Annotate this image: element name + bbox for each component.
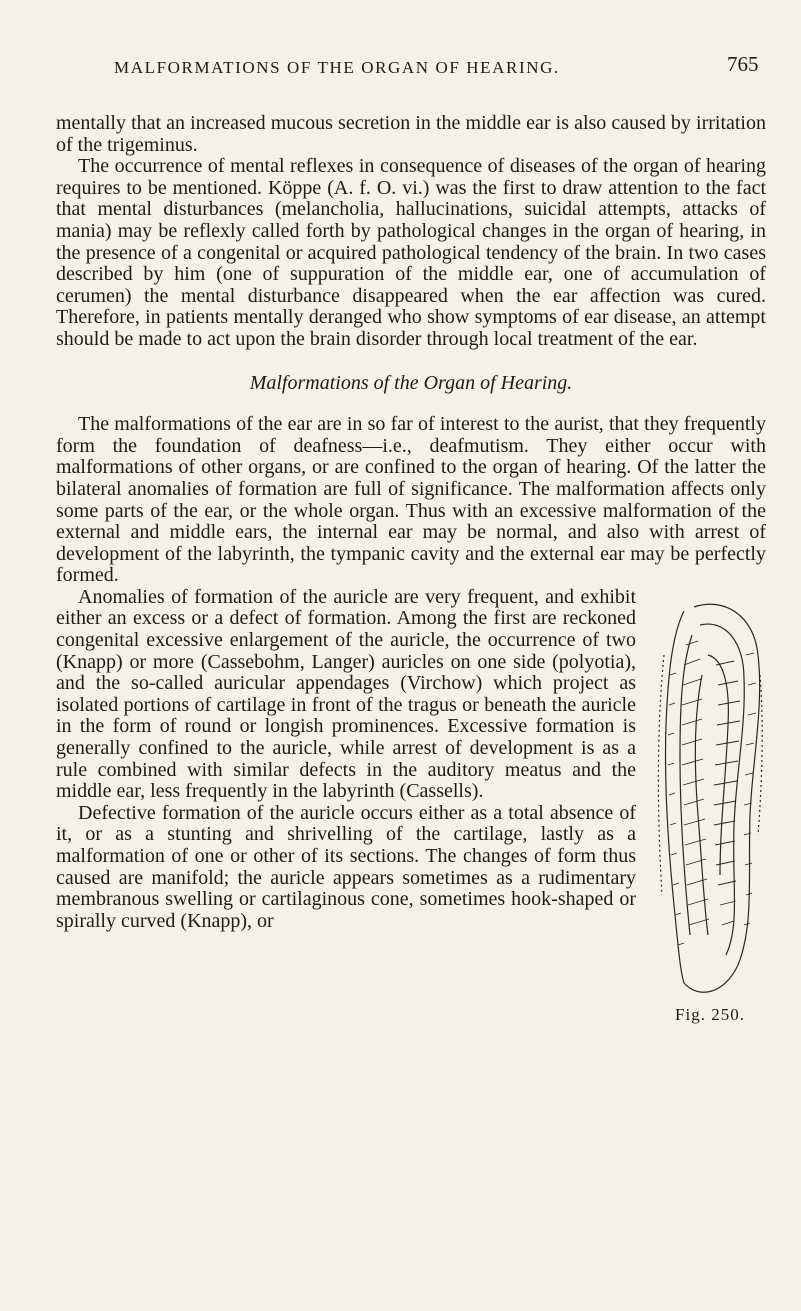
paragraph-anomalies-auricle: Anomalies of formation of the auricle are very frequent, and exhibit either an excess or a defect of formation. Among the first are reckoned congenital excessive enlargement of the auricle, the occurrence of two (Knapp) or more (Cassebohm, Langer) auricles on one side (polyotia), and the so-called auricular appendages (Virchow) which project as isolated portions of cartilage in front of the tragus or beneath the auricle in the form of round or longish prominences. Excessive formation is generally confined to the auricle, while arrest of development is as a rule combined with similar defects in the auditory meatus and the middle ear, less frequently in the labyrinth (Cassells). (56, 585, 636, 803)
figure-caption: Fig. 250. (675, 1004, 745, 1024)
paragraph-malformations-intro: The malformations of the ear are in so far of interest to the aurist, that they frequently form the foundation of deafness—i.e., deafmutism. They either occur with malformations of other organs, or are confined to the organ of hearing. Of the latter the bilateral anomalies of formation are full of significance. The malformation affects only some parts of the ear, or the whole organ. Thus with an excessive malformation of the external and middle ears, the internal ear may be normal, and also with arrest of development of the labyrinth, the tympanic cavity and the external ear may be perfectly formed. (56, 413, 766, 587)
body-text (56, 113, 766, 1057)
running-head: MALFORMATIONS OF THE ORGAN OF HEARING. (114, 58, 560, 77)
paragraph-continuation: mentally that an increased mucous secretion in the middle ear is also caused by irritation of the trigeminus. (56, 112, 766, 156)
figure-250 (646, 595, 774, 1057)
section-heading: Malformations of the Organ of Hearing. (249, 371, 573, 394)
page-number: 765 (727, 52, 759, 76)
paragraph-mental-reflexes: The occurrence of mental reflexes in consequence of diseases of the organ of hearing requires to be mentioned. Köppe (A. f. O. vi.) was the first to draw attention to the fact that mental disturbances (melancholia, hallucinations, suicidal attempts, attacks of mania) may be reflexly called forth by pathological changes in the organ of hearing, in the presence of a congenital or acquired pathological tendency of the brain. In two cases described by him (one of suppuration of the middle ear, one of accumulation of cerumen) the mental disturbance disappeared when the ear affection was cured. Therefore, in patients mentally deranged who show symptoms of ear disease, an attempt should be made to act upon the brain disorder through local treatment of the ear. (56, 155, 766, 350)
auricle-illustration (654, 595, 766, 1000)
paragraph-defective-formation: Defective formation of the auricle occurs either as a total absence of it, or as a stunting and shrivelling of the cartilage, lastly as a malformation of one or other of its sections. The changes of form thus caused are manifold; the auricle appears sometimes as a rudimentary membranous swelling or cartilaginous cone, sometimes hook-shaped or spirally curved (Knapp), or (56, 801, 636, 932)
